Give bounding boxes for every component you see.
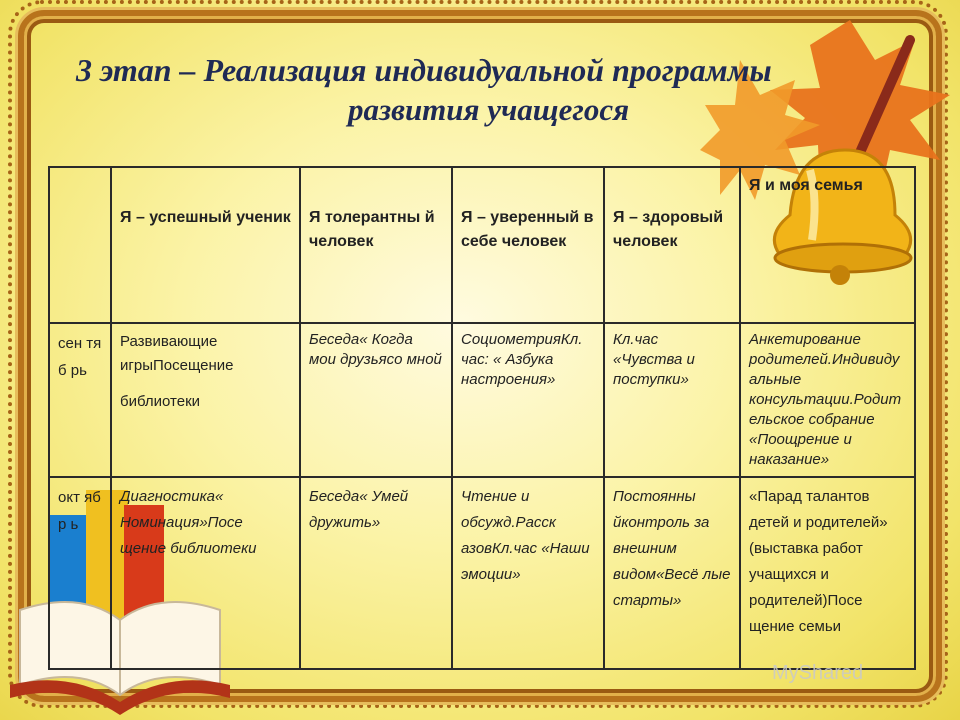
title-line-1: 3 этап – Реализация индивидуальной программы bbox=[76, 52, 772, 88]
cell-sep-tolerant: Беседа« Когда мои друзьясо мной bbox=[300, 323, 452, 477]
header-successful-student: Я – успешный ученик bbox=[111, 167, 300, 323]
header-cell-empty bbox=[49, 167, 111, 323]
watermark: MyShared bbox=[772, 662, 864, 684]
cell-sep-successful-line-1: Развивающие игрыПосещение bbox=[120, 333, 234, 374]
page-title bbox=[76, 50, 896, 130]
cell-oct-healthy: Постоянны йконтроль за внешним видом«Весё лые старты» bbox=[604, 477, 740, 669]
header-healthy-person: Я – здоровый человек bbox=[604, 167, 740, 323]
header-tolerant-person: Я толерантны й человек bbox=[300, 167, 452, 323]
cell-oct-family: «Парад талантов детей и родителей» (выставка работ учащихся и родителей)Посе щение семьи bbox=[740, 477, 915, 669]
title-line-2: развития учащегося bbox=[348, 92, 630, 127]
cell-sep-healthy: Кл.час «Чувства и поступки» bbox=[604, 323, 740, 477]
cell-oct-confident: Чтение и обсужд.Расск азовКл.час «Наши эмоции» bbox=[452, 477, 604, 669]
cell-sep-confident: СоциометрияКл. час: « Азбука настроения» bbox=[452, 323, 604, 477]
table-row bbox=[49, 323, 915, 477]
cell-sep-family: Анкетирование родителей.Индивиду альные консультации.Родит ельское собрание «Поощрение и наказание» bbox=[740, 323, 915, 477]
program-table bbox=[48, 166, 916, 670]
month-october: окт ябр ь bbox=[49, 477, 111, 669]
header-me-and-family: Я и моя семья bbox=[740, 167, 915, 323]
table-header-row bbox=[49, 167, 915, 323]
cell-oct-tolerant: Беседа« Умей дружить» bbox=[300, 477, 452, 669]
header-confident-person: Я – уверенный в себе человек bbox=[452, 167, 604, 323]
cell-oct-successful: Диагностика« Номинация»Посе щение библиотеки bbox=[111, 477, 300, 669]
cell-sep-successful-line-2: библиотеки bbox=[120, 393, 201, 410]
month-september: сен тяб рь bbox=[49, 323, 111, 477]
cell-sep-successful bbox=[111, 323, 300, 477]
table-row bbox=[49, 477, 915, 669]
